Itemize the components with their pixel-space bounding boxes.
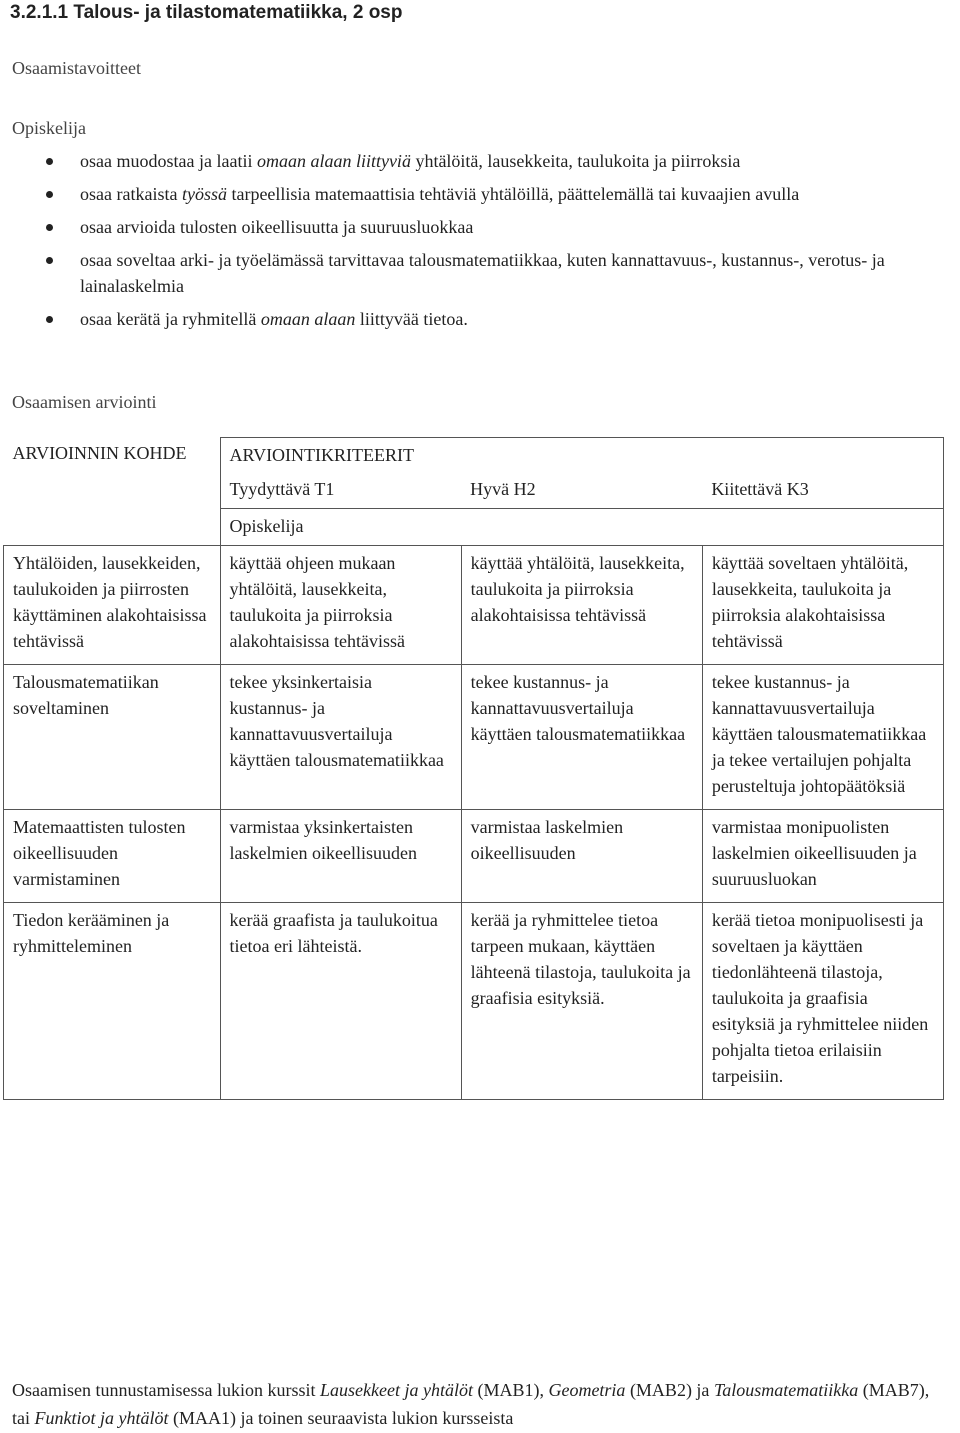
recognition-paragraph: Osaamisen tunnustamisessa lukion kurssit Lausekkeet ja yhtälöt (MAB1), Geometria (MAB2) ja Talousmatematiikka (MAB7), tai Funktiot ja yhtälöt (MAA1) ja toinen seuraavista lukion kursseista bbox=[12, 1380, 930, 1428]
h2-cell: tekee kustannus- ja kannattavuusvertailuja käyttäen talousmatematiikkaa bbox=[461, 665, 702, 810]
bullet-icon bbox=[46, 191, 53, 198]
table-row bbox=[4, 546, 944, 665]
goals-heading: Osaamistavoitteet bbox=[12, 58, 141, 78]
level-t1-header: Tyydyttävä T1 bbox=[220, 472, 461, 509]
goal-item: osaa ratkaista työssä tarpeellisia matemaattisia tehtäviä yhtälöillä, päättelemällä tai kuvaajien avulla bbox=[0, 181, 950, 207]
assessment-heading: Osaamisen arviointi bbox=[12, 392, 157, 412]
k3-cell: käyttää soveltaen yhtälöitä, lausekkeita, taulukoita ja piirroksia alakohtaisissa tehtävissä bbox=[702, 546, 943, 665]
goal-item: osaa arvioida tulosten oikeellisuutta ja suuruusluokkaa bbox=[0, 214, 950, 240]
goal-item: osaa muodostaa ja laatii omaan alaan liittyviä yhtälöitä, lausekkeita, taulukoita ja piirroksia bbox=[0, 148, 950, 174]
criteria-header: ARVIOINTIKRITEERIT bbox=[229, 445, 415, 465]
target-cell: Yhtälöiden, lausekkeiden, taulukoiden ja piirrosten käyttäminen alakohtaisissa tehtävissä bbox=[4, 546, 221, 665]
course-name: Talousmatematiikka bbox=[713, 1380, 859, 1400]
t1-cell: tekee yksinkertaisia kustannus- ja kannattavuusvertailuja käyttäen talousmatematiikkaa bbox=[220, 665, 461, 810]
bullet-icon bbox=[46, 257, 53, 264]
level-k3-header: Kiitettävä K3 bbox=[702, 472, 943, 509]
goal-item: osaa kerätä ja ryhmitellä omaan alaan liittyvää tietoa. bbox=[0, 306, 950, 332]
goal-item: osaa soveltaa arki- ja työelämässä tarvittavaa talousmatematiikkaa, kuten kannattavuus-, kustannus-, verotus- ja lainalaskelmia bbox=[0, 247, 950, 299]
criteria-header-cell bbox=[220, 438, 944, 473]
bullet-icon bbox=[46, 316, 53, 323]
section-title: 3.2.1.1 Talous- ja tilastomatematiikka, 2 osp bbox=[10, 2, 403, 23]
student-subheader: Opiskelija bbox=[220, 509, 944, 546]
k3-cell: kerää tietoa monipuolisesti ja soveltaen ja käyttäen tiedonlähteenä tilastoja, taulukoita ja graafisia esityksiä ja ryhmittelee niiden pohjalta tietoa erilaisiin tarpeisiin. bbox=[702, 903, 943, 1100]
bullet-icon bbox=[46, 158, 53, 165]
table-row bbox=[4, 810, 944, 903]
h2-cell: varmistaa laskelmien oikeellisuuden bbox=[461, 810, 702, 903]
target-cell: Talousmatematiikan soveltaminen bbox=[4, 665, 221, 810]
level-h2-header: Hyvä H2 bbox=[470, 479, 536, 499]
bullet-icon bbox=[46, 224, 53, 231]
course-name: Funktiot ja yhtälöt bbox=[34, 1408, 169, 1428]
course-name: Lausekkeet ja yhtälöt bbox=[319, 1380, 473, 1400]
course-name: Geometria bbox=[548, 1380, 626, 1400]
k3-cell: tekee kustannus- ja kannattavuusvertailuja käyttäen talousmatematiikkaa ja tekee vertailujen pohjalta perusteltuja johtopäätöksiä bbox=[702, 665, 943, 810]
assessment-table bbox=[3, 437, 944, 1100]
h2-cell: kerää ja ryhmittelee tietoa tarpeen mukaan, käyttäen lähteenä tilastoja, taulukoita ja graafisia esityksiä. bbox=[461, 903, 702, 1100]
target-header-cell bbox=[4, 438, 221, 546]
goals-list bbox=[0, 148, 960, 339]
target-header: ARVIOINNIN KOHDE bbox=[12, 442, 187, 463]
table-row bbox=[4, 665, 944, 810]
t1-cell: varmistaa yksinkertaisten laskelmien oikeellisuuden bbox=[220, 810, 461, 903]
target-cell: Tiedon kerääminen ja ryhmitteleminen bbox=[4, 903, 221, 1100]
k3-cell: varmistaa monipuolisten laskelmien oikeellisuuden ja suuruusluokan bbox=[702, 810, 943, 903]
t1-cell: kerää graafista ja taulukoitua tietoa eri lähteistä. bbox=[220, 903, 461, 1100]
target-cell: Matemaattisten tulosten oikeellisuuden varmistaminen bbox=[4, 810, 221, 903]
student-label: Opiskelija bbox=[12, 118, 86, 138]
table-row bbox=[4, 903, 944, 1100]
t1-cell: käyttää ohjeen mukaan yhtälöitä, lausekkeita, taulukoita ja piirroksia alakohtaisissa tehtävissä bbox=[220, 546, 461, 665]
h2-cell: käyttää yhtälöitä, lausekkeita, taulukoita ja piirroksia alakohtaisissa tehtävissä bbox=[461, 546, 702, 665]
